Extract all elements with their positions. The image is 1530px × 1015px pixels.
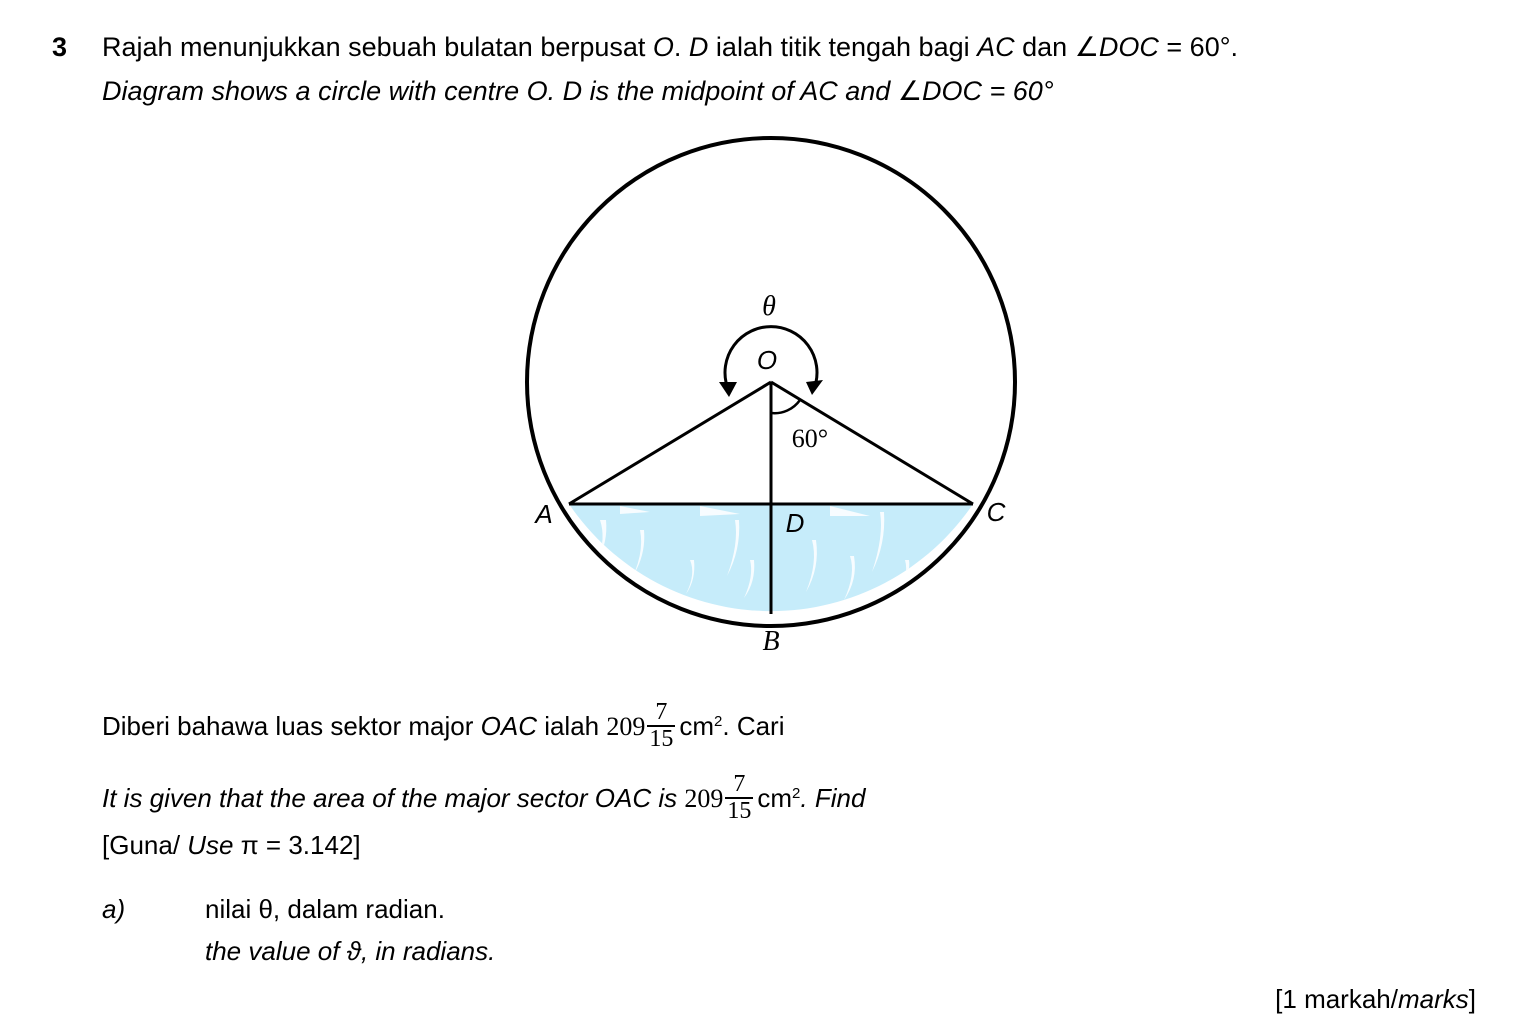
arrowhead-right-icon <box>806 380 823 395</box>
given-ms-sector: OAC <box>480 711 537 742</box>
given-en-post: . Find <box>800 783 866 814</box>
label-theta: θ <box>762 291 776 322</box>
given-ms-denominator: 15 <box>649 726 674 753</box>
marks-word: marks <box>1397 984 1469 1014</box>
given-en-pre: It is given that the area of the major sector OAC is <box>102 783 685 814</box>
given-en-whole: 209 <box>684 784 724 814</box>
given-ms-pre: Diberi bahawa luas sektor major <box>102 711 481 742</box>
intro-ms-t3: ialah titik tengah bagi <box>708 32 978 62</box>
part-a-label: a) <box>102 894 126 924</box>
radius-oa <box>569 382 771 504</box>
given-en-unit-power: 2 <box>792 785 801 803</box>
label-O: O <box>756 345 778 375</box>
angle-arc-60 <box>771 400 800 413</box>
label-A: A <box>535 499 553 529</box>
intro-ms-D: D <box>688 32 709 62</box>
arrowhead-left-icon <box>719 382 737 397</box>
intro-ms-O: O <box>652 32 674 62</box>
marks-pre: [1 markah/ <box>1275 984 1398 1014</box>
given-english <box>102 771 866 826</box>
part-a-english: the value of ϑ, in radians. <box>205 936 496 966</box>
marks-allocation <box>1275 984 1476 1015</box>
use-value: = 3.142] <box>258 830 361 860</box>
label-D: D <box>785 508 805 538</box>
label-B: B <box>762 626 780 657</box>
use-pi-note <box>102 830 361 861</box>
marks-post: ] <box>1468 984 1476 1014</box>
given-en-fraction <box>725 772 753 824</box>
given-ms-fraction <box>647 700 675 752</box>
intro-ms-text: Rajah menunjukkan sebuah bulatan berpusat <box>102 32 653 62</box>
question-intro-english: Diagram shows a circle with centre O. D is the midpoint of AC and ∠DOC = 60° <box>102 76 1054 106</box>
given-ms-unit: cm <box>679 711 715 742</box>
given-ms-numerator: 7 <box>647 700 675 727</box>
intro-ms-t5: = 60°. <box>1158 32 1239 62</box>
intro-ms-angle: ∠DOC <box>1074 32 1159 62</box>
given-en-unit: cm <box>757 783 793 814</box>
intro-ms-AC: AC <box>977 32 1015 62</box>
part-a-malay: nilai θ, dalam radian. <box>205 894 445 924</box>
use-pre: [Guna/ <box>102 830 188 860</box>
label-60-deg: 60° <box>791 424 829 453</box>
intro-ms-t2: . <box>673 32 689 62</box>
given-en-numerator: 7 <box>725 772 753 799</box>
given-ms-unit-power: 2 <box>714 713 723 731</box>
given-ms-post: . Cari <box>722 711 785 742</box>
intro-ms-t4: dan <box>1014 32 1075 62</box>
question-number: 3 <box>52 32 68 62</box>
use-pi: π <box>233 830 259 860</box>
label-C: C <box>986 497 1006 527</box>
given-en-denominator: 15 <box>727 798 752 825</box>
given-malay <box>102 699 785 754</box>
given-ms-mid: ialah <box>536 711 607 742</box>
given-ms-whole: 209 <box>606 712 646 742</box>
use-word: Use <box>187 830 234 860</box>
